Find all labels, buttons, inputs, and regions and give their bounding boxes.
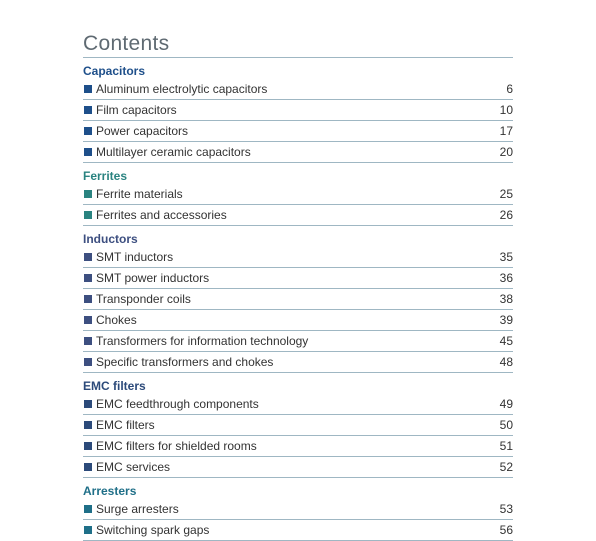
- toc-entry[interactable]: [83, 268, 513, 289]
- bullet-square-icon: [84, 211, 92, 219]
- entry-page-number: 52: [499, 460, 513, 474]
- bullet-square-icon: [84, 526, 92, 534]
- entry-label: Film capacitors: [96, 103, 177, 117]
- bullet-square-icon: [84, 190, 92, 198]
- toc-entry[interactable]: [83, 436, 513, 457]
- toc-entry[interactable]: [83, 394, 513, 415]
- bullet-square-icon: [84, 505, 92, 513]
- entry-page-number: 20: [499, 145, 513, 159]
- section-capacitors: [83, 63, 513, 163]
- toc-entry[interactable]: [83, 310, 513, 331]
- bullet-square-icon: [84, 253, 92, 261]
- section-heading: Inductors: [83, 232, 138, 246]
- contents-page: [83, 30, 513, 541]
- entry-label: Power capacitors: [96, 124, 189, 138]
- entry-page-number: 25: [499, 187, 513, 201]
- entry-page-number: 17: [499, 124, 513, 138]
- bullet-square-icon: [84, 85, 92, 93]
- bullet-square-icon: [84, 358, 92, 366]
- toc-entry[interactable]: [83, 100, 513, 121]
- entry-page-number: 56: [499, 523, 513, 537]
- entry-page-number: 51: [499, 439, 513, 453]
- toc-entry[interactable]: [83, 415, 513, 436]
- bullet-square-icon: [84, 127, 92, 135]
- entry-label: EMC filters for shielded rooms: [96, 439, 257, 453]
- bullet-square-icon: [84, 316, 92, 324]
- toc-entry[interactable]: [83, 520, 513, 541]
- section-heading: Arresters: [83, 484, 137, 498]
- section-ferrites: [83, 168, 513, 226]
- bullet-square-icon: [84, 148, 92, 156]
- bullet-square-icon: [84, 421, 92, 429]
- entry-label: Multilayer ceramic capacitors: [96, 145, 251, 159]
- bullet-square-icon: [84, 337, 92, 345]
- toc-entry[interactable]: [83, 331, 513, 352]
- section-arresters: [83, 483, 513, 541]
- entry-label: EMC services: [96, 460, 171, 474]
- toc-entry[interactable]: [83, 247, 513, 268]
- entry-label: EMC filters: [96, 418, 155, 432]
- toc-entry[interactable]: [83, 205, 513, 226]
- entry-label: SMT inductors: [96, 250, 174, 264]
- toc-entry[interactable]: [83, 499, 513, 520]
- bullet-square-icon: [84, 106, 92, 114]
- bullet-square-icon: [84, 442, 92, 450]
- section-heading: Ferrites: [83, 169, 128, 183]
- entry-page-number: 39: [499, 313, 513, 327]
- bullet-square-icon: [84, 274, 92, 282]
- entry-page-number: 26: [499, 208, 513, 222]
- page-title: Contents: [83, 30, 513, 58]
- entry-label: EMC feedthrough components: [96, 397, 259, 411]
- toc-entry[interactable]: [83, 289, 513, 310]
- section-heading: Capacitors: [83, 64, 146, 78]
- entry-label: Transformers for information technology: [96, 334, 309, 348]
- entry-page-number: 10: [499, 103, 513, 117]
- entry-label: Ferrites and accessories: [96, 208, 227, 222]
- entry-page-number: 53: [499, 502, 513, 516]
- entry-label: Chokes: [96, 313, 137, 327]
- entry-page-number: 48: [499, 355, 513, 369]
- entry-page-number: 6: [506, 82, 513, 96]
- toc-entry[interactable]: [83, 79, 513, 100]
- bullet-square-icon: [84, 463, 92, 471]
- entry-label: Switching spark gaps: [96, 523, 210, 537]
- section-inductors: [83, 231, 513, 373]
- entry-page-number: 45: [499, 334, 513, 348]
- entry-page-number: 38: [499, 292, 513, 306]
- entry-label: Aluminum electrolytic capacitors: [96, 82, 268, 96]
- entry-label: Ferrite materials: [96, 187, 183, 201]
- section-heading: EMC filters: [83, 379, 146, 393]
- entry-label: Surge arresters: [96, 502, 179, 516]
- toc-entry[interactable]: [83, 121, 513, 142]
- entry-page-number: 49: [499, 397, 513, 411]
- entry-label: Specific transformers and chokes: [96, 355, 274, 369]
- entry-page-number: 36: [499, 271, 513, 285]
- entry-page-number: 35: [499, 250, 513, 264]
- toc-entry[interactable]: [83, 142, 513, 163]
- entry-page-number: 50: [499, 418, 513, 432]
- bullet-square-icon: [84, 295, 92, 303]
- bullet-square-icon: [84, 400, 92, 408]
- section-emc-filters: [83, 378, 513, 478]
- toc-entry[interactable]: [83, 352, 513, 373]
- toc-entry[interactable]: [83, 457, 513, 478]
- entry-label: Transponder coils: [96, 292, 191, 306]
- toc-entry[interactable]: [83, 184, 513, 205]
- entry-label: SMT power inductors: [96, 271, 210, 285]
